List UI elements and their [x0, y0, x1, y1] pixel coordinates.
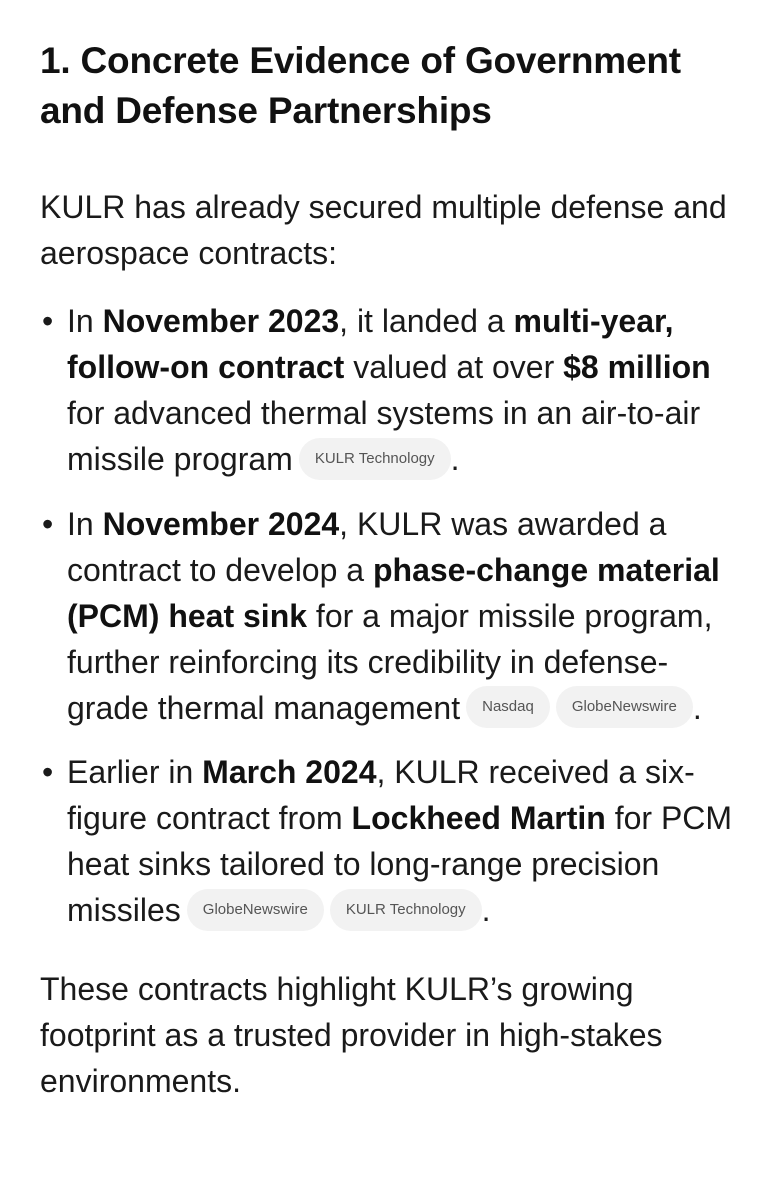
item-bold-date: November 2024	[102, 505, 340, 542]
list-item	[40, 749, 742, 934]
item-text: valued at over	[344, 349, 564, 385]
item-text: In	[67, 505, 103, 542]
contract-list	[40, 298, 742, 934]
item-text: for PCM heat sinks tailored to long-range precision missiles	[67, 800, 733, 929]
section-heading: 1. Concrete Evidence of Government and Defense Partnerships	[40, 40, 681, 131]
item-text: , it landed a	[339, 303, 514, 339]
intro-paragraph: KULR has already secured multiple defense and aerospace contracts:	[40, 189, 727, 271]
bullet-icon: •	[42, 303, 54, 339]
list-item	[40, 298, 742, 483]
bullet-icon: •	[42, 505, 54, 542]
item-bold-date: March 2024	[202, 754, 377, 791]
item-text: for a major missile program, further reinforcing its credibility in defense-grade thermal management	[67, 597, 713, 726]
item-text: , KULR was awarded a contract to develop a	[67, 505, 667, 588]
bullet-icon: •	[42, 754, 54, 791]
item-end: .	[692, 689, 702, 726]
source-chip-globenewswire[interactable]: GlobeNewswire	[556, 686, 693, 728]
item-bold-company: Lockheed Martin	[351, 800, 606, 837]
item-text: In	[67, 303, 103, 339]
conclusion-paragraph: These contracts highlight KULR’s growing footprint as a trusted provider in high-stakes environments.	[40, 970, 663, 1099]
item-end: .	[450, 441, 460, 477]
item-text: , KULR received a six-figure contract from	[67, 754, 695, 837]
item-text: for advanced thermal systems in an air-to-air missile program	[67, 395, 701, 477]
list-item	[40, 501, 742, 732]
item-bold-value: $8 million	[563, 349, 711, 385]
item-text: Earlier in	[67, 754, 203, 791]
source-chip-kulr-technology[interactable]: KULR Technology	[299, 438, 451, 480]
source-chip-kulr-technology[interactable]: KULR Technology	[330, 889, 482, 931]
item-bold-contract: multi-year, follow-on contract	[67, 303, 674, 385]
item-bold-date: November 2023	[102, 303, 340, 339]
source-chip-nasdaq[interactable]: Nasdaq	[466, 686, 550, 728]
source-chip-globenewswire[interactable]: GlobeNewswire	[187, 889, 324, 931]
item-end: .	[481, 892, 491, 929]
item-bold-product: phase-change material (PCM) heat sink	[67, 551, 720, 634]
